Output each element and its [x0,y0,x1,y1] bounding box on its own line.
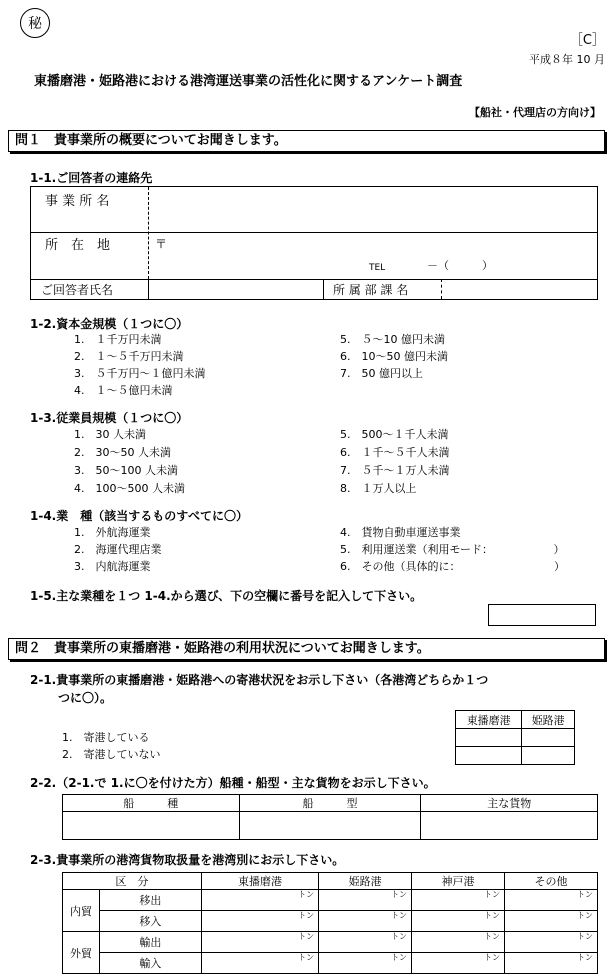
option-item[interactable]: 1. 外航海運業 [74,526,151,539]
group-label: 外貿 [63,932,100,974]
q1-5-title: 1-5.主な業種を１つ 1-4.から選び、下の空欄に番号を記入して下さい。 [30,589,423,603]
q1-4-title: 1-4.業 種（該当するものすべてに〇） [30,509,248,523]
q2-1-title-cont: つに〇）。 [58,691,113,705]
date: 平成８年 10 月 [529,53,605,66]
table-cell[interactable] [456,747,522,765]
option-item[interactable]: 4. 100～500 人未満 [74,482,185,495]
column-header: 区 分 [63,873,202,890]
option-item[interactable]: 3. ５千万円～１億円未満 [74,367,206,380]
department-label: 所 属 部 課 名 [333,283,409,297]
unit-cell[interactable]: トン [412,953,505,974]
respondent-field[interactable] [151,281,319,297]
column-header: 姫路港 [319,873,412,890]
row-label: 輸入 [100,953,202,974]
option-item[interactable]: 2. 海運代理店業 [74,543,162,556]
option-item[interactable]: 5. 500～１千人未満 [340,428,449,441]
table-row [63,953,598,974]
column-header: 船 型 [239,795,421,812]
option-item[interactable]: 7. 50 億円以上 [340,367,423,380]
option-item[interactable]: 1. 30 人未満 [74,428,146,441]
respondent-label: ご回答者氏名 [41,283,114,297]
unit-cell[interactable]: トン [201,890,318,911]
unit-cell[interactable]: トン [201,932,318,953]
unit-cell[interactable]: トン [201,953,318,974]
option-item[interactable]: 1. １千万円未満 [74,333,162,346]
option-item[interactable]: 3. 50～100 人未満 [74,464,178,477]
column-header: 東播磨港 [201,873,318,890]
survey-title: 東播磨港・姫路港における港湾運送事業の活性化に関するアンケート調査 [34,74,463,89]
q2-1-title: 2-1.貴事業所の東播磨港・姫路港への寄港状況をお示し下さい（各港湾どちらか１つ [30,673,489,687]
column-header: 東播磨港 [456,711,522,729]
section-2-header: 問２ 貴事業所の東播磨港・姫路港の利用状況についてお聞きします。 [8,638,605,660]
address-field[interactable] [171,237,586,257]
confidential-seal: 秘 [20,8,50,38]
postal-mark: 〒 [155,237,168,251]
column-header: 主な貨物 [421,795,598,812]
unit-cell[interactable]: トン [505,890,598,911]
q2-2-title: 2-2.（2-1.で 1.に〇を付けた方）船種・船型・主な貨物をお示し下さい。 [30,776,436,790]
form-code: ［C］ [569,33,605,48]
office-field[interactable] [156,191,586,227]
contact-table [30,186,598,300]
option-item[interactable]: 6. 10～50 億円未満 [340,350,448,363]
table-row [63,911,598,932]
option-item[interactable]: 2. １～５千万円未満 [74,350,184,363]
table-cell[interactable] [456,729,522,747]
vessel-table [62,794,598,840]
option-item[interactable]: 4. １～５億円未満 [74,384,173,397]
q1-2-title: 1-2.資本金規模（１つに〇） [30,317,189,331]
table-cell[interactable] [239,812,421,840]
tel-label: TEL [369,263,386,273]
audience-label: 【船社・代理店の方向け】 [469,106,601,119]
unit-cell[interactable]: トン [319,932,412,953]
column-header: 神戸港 [412,873,505,890]
table-cell[interactable] [522,729,575,747]
option-item[interactable]: 5. ５～10 億円未満 [340,333,445,346]
table-row [63,890,598,911]
industry-number-box[interactable] [488,604,596,626]
option-item[interactable]: 6. その他（具体的に： ） [340,560,565,573]
department-field[interactable] [445,281,593,297]
unit-cell[interactable]: トン [412,890,505,911]
option-item[interactable]: 6. １千～５千人未満 [340,446,450,459]
unit-cell[interactable]: トン [505,911,598,932]
option-item[interactable]: 1. 寄港している [62,731,150,744]
unit-cell[interactable]: トン [412,911,505,932]
section-1-header: 問１ 貴事業所の概要についてお聞きします。 [8,130,605,152]
row-label: 移入 [100,911,202,932]
unit-cell[interactable]: トン [319,890,412,911]
option-item[interactable]: 7. ５千～１万人未満 [340,464,450,477]
tel-field[interactable]: －（ ） [427,259,493,272]
unit-cell[interactable]: トン [412,932,505,953]
column-header: 姫路港 [522,711,575,729]
column-header: その他 [505,873,598,890]
unit-cell[interactable]: トン [201,911,318,932]
unit-cell[interactable]: トン [319,953,412,974]
table-cell[interactable] [522,747,575,765]
option-item[interactable]: 3. 内航海運業 [74,560,151,573]
row-label: 移出 [100,890,202,911]
q1-3-title: 1-3.従業員規模（１つに〇） [30,411,189,425]
unit-cell[interactable]: トン [505,953,598,974]
q2-3-title: 2-3.貴事業所の港湾貨物取扱量を港湾別にお示し下さい。 [30,853,345,867]
option-item[interactable]: 8. １万人以上 [340,482,417,495]
unit-cell[interactable]: トン [505,932,598,953]
row-label: 輸出 [100,932,202,953]
table-cell[interactable] [421,812,598,840]
group-label: 内貿 [63,890,100,932]
q1-1-title: 1-1.ご回答者の連絡先 [30,171,153,185]
address-label: 所 在 地 [45,238,111,253]
cargo-volume-table [62,872,598,974]
option-item[interactable]: 2. 寄港していない [62,748,161,761]
unit-cell[interactable]: トン [319,911,412,932]
option-item[interactable]: 4. 貨物自動車運送事業 [340,526,461,539]
column-header: 船 種 [63,795,240,812]
table-row [63,932,598,953]
office-label: 事 業 所 名 [45,194,110,209]
option-item[interactable]: 2. 30～50 人未満 [74,446,171,459]
table-cell[interactable] [63,812,240,840]
option-item[interactable]: 5. 利用運送業（利用モード： ） [340,543,565,556]
port-call-table [455,710,575,765]
